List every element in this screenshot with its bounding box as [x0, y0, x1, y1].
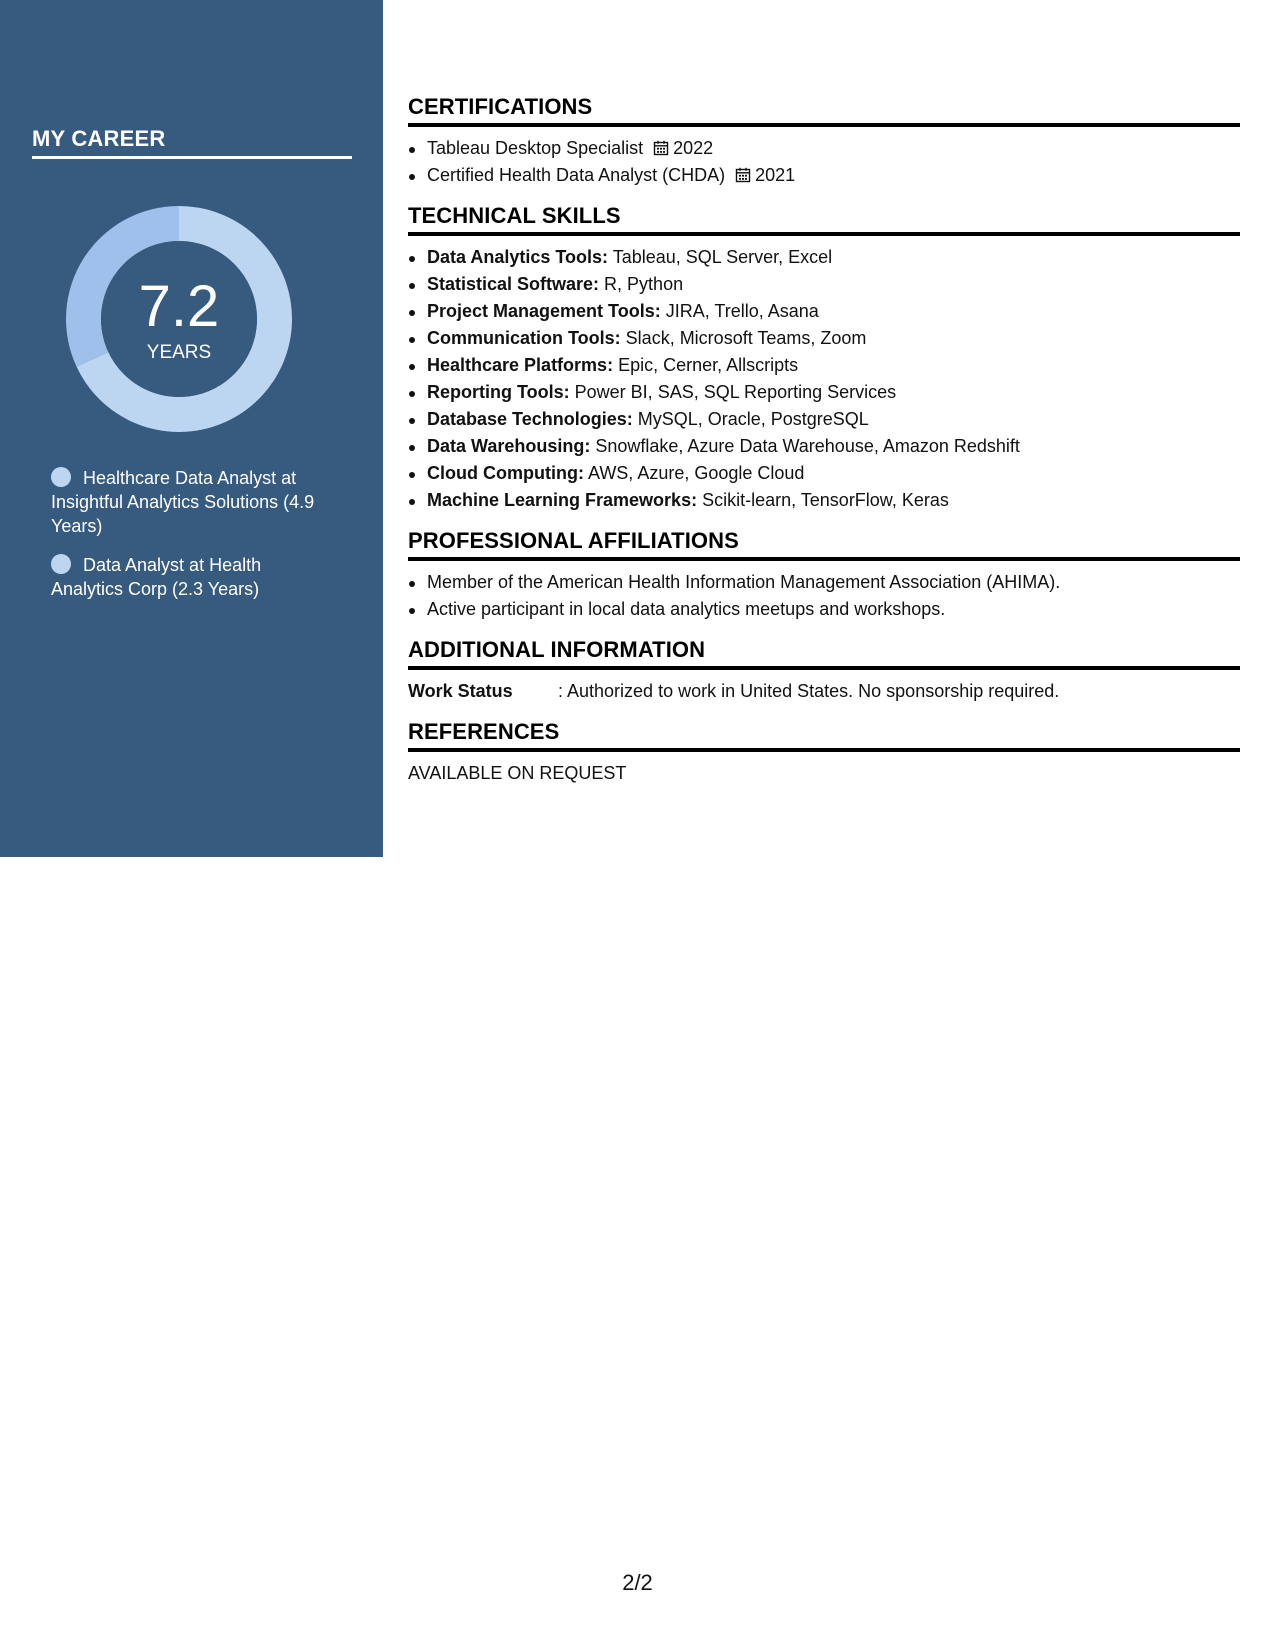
page-number: 2/2	[622, 1570, 653, 1595]
certifications-list	[408, 135, 1240, 189]
certification-item	[408, 162, 1240, 189]
work-status-row	[408, 678, 1240, 705]
skill-value: AWS, Azure, Google Cloud	[583, 463, 805, 483]
career-list	[51, 466, 321, 616]
certification-name: Tableau Desktop Specialist	[427, 138, 644, 158]
calendar-icon	[653, 140, 669, 156]
references-title: REFERENCES	[408, 719, 1240, 752]
skill-value: Slack, Microsoft Teams, Zoom	[620, 328, 867, 348]
skill-value: Tableau, SQL Server, Excel	[608, 247, 833, 267]
work-status-label: Work Status	[408, 681, 513, 701]
career-item-text: Data Analyst at Health Analytics Corp (2.3 Years)	[51, 555, 262, 599]
skill-item	[408, 244, 1240, 271]
career-donut-chart	[66, 206, 292, 432]
skill-label: Data Analytics Tools:	[427, 247, 609, 267]
skill-item	[408, 325, 1240, 352]
skill-value: Snowflake, Azure Data Warehouse, Amazon Redshift	[590, 436, 1020, 456]
sidebar	[0, 0, 383, 857]
skill-label: Cloud Computing:	[427, 463, 584, 483]
total-years-unit: YEARS	[146, 342, 212, 363]
skill-label: Reporting Tools:	[427, 382, 570, 402]
career-title: MY CAREER	[32, 126, 352, 159]
career-item	[51, 553, 321, 601]
skill-value: Epic, Cerner, Allscripts	[613, 355, 799, 375]
skill-value: JIRA, Trello, Asana	[660, 301, 819, 321]
skill-item	[408, 460, 1240, 487]
career-dot-icon	[51, 467, 71, 487]
career-item-text: Healthcare Data Analyst at Insightful Analytics Solutions (4.9 Years)	[51, 468, 315, 536]
donut-center	[66, 206, 292, 432]
total-years-value: 7.2	[138, 274, 220, 339]
skill-item	[408, 406, 1240, 433]
affiliations-list	[408, 569, 1240, 623]
skill-label: Healthcare Platforms:	[427, 355, 614, 375]
certifications-title: CERTIFICATIONS	[408, 94, 1240, 127]
skill-label: Database Technologies:	[427, 409, 633, 429]
skill-item	[408, 271, 1240, 298]
skill-label: Statistical Software:	[427, 274, 600, 294]
skill-label: Project Management Tools:	[427, 301, 661, 321]
certification-year: 2022	[673, 138, 714, 158]
skill-item	[408, 298, 1240, 325]
skills-list	[408, 244, 1240, 514]
work-status-value: : Authorized to work in United States. No sponsorship required.	[558, 681, 1060, 701]
calendar-icon	[735, 167, 751, 183]
certification-item	[408, 135, 1240, 162]
affiliations-title: PROFESSIONAL AFFILIATIONS	[408, 528, 1240, 561]
skill-label: Communication Tools:	[427, 328, 621, 348]
skills-title: TECHNICAL SKILLS	[408, 203, 1240, 236]
affiliation-item: Member of the American Health Information Management Association (AHIMA).	[408, 569, 1240, 596]
skill-item	[408, 433, 1240, 460]
skill-label: Machine Learning Frameworks:	[427, 490, 698, 510]
additional-info-title: ADDITIONAL INFORMATION	[408, 637, 1240, 670]
affiliation-item: Active participant in local data analytics meetups and workshops.	[408, 596, 1240, 623]
skill-label: Data Warehousing:	[427, 436, 591, 456]
career-item	[51, 466, 321, 538]
main-content	[408, 94, 1240, 787]
certification-name: Certified Health Data Analyst (CHDA)	[427, 165, 726, 185]
skill-value: Scikit-learn, TensorFlow, Keras	[697, 490, 949, 510]
skill-value: MySQL, Oracle, PostgreSQL	[632, 409, 869, 429]
skill-value: Power BI, SAS, SQL Reporting Services	[569, 382, 897, 402]
skill-value: R, Python	[599, 274, 684, 294]
skill-item	[408, 379, 1240, 406]
references-text: AVAILABLE ON REQUEST	[408, 763, 627, 783]
skill-item	[408, 352, 1240, 379]
skill-item	[408, 487, 1240, 514]
certification-year: 2021	[755, 165, 796, 185]
career-dot-icon	[51, 554, 71, 574]
